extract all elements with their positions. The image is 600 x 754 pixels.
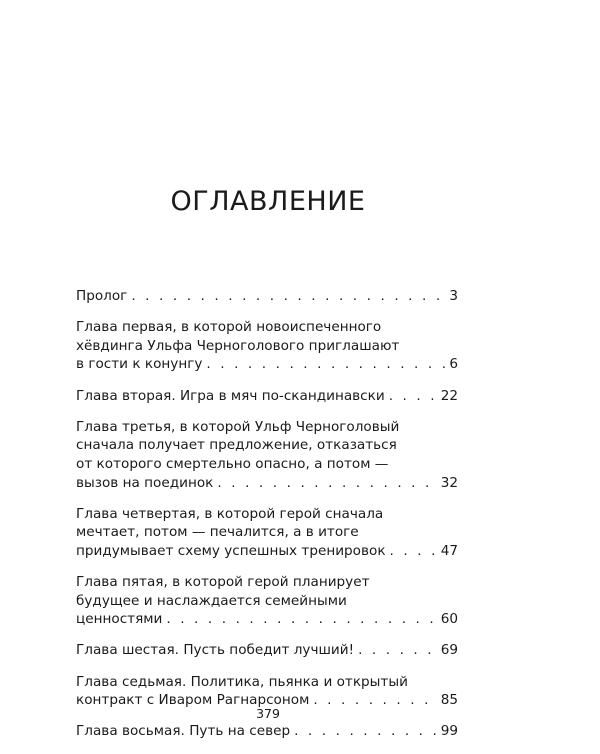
toc-page-number: 69: [440, 642, 458, 659]
toc-entry-title: вызов на поединок: [76, 474, 214, 491]
dot-leader: [166, 610, 436, 629]
dot-leader: [389, 387, 437, 406]
dot-leader: [131, 287, 445, 306]
toc-entry-title: Глава шестая. Пусть победит лучший!: [76, 642, 355, 659]
toc-page-number: 99: [440, 723, 458, 740]
toc-page-number: 60: [440, 611, 458, 628]
toc-entry-line: мечтает, потом — печалится, а в итоге: [76, 524, 359, 541]
toc-entry: [76, 722, 458, 741]
page-number: 379: [256, 706, 280, 721]
toc-entry: [76, 505, 458, 561]
toc-entry-line: Глава первая, в которой новоиспеченного: [76, 319, 382, 336]
dot-leader: [206, 355, 445, 374]
dot-leader: [217, 474, 436, 493]
table-of-contents: [76, 287, 458, 754]
toc-page-number: 3: [449, 288, 458, 304]
dot-leader: [390, 542, 437, 561]
toc-entry-line: Глава третья, в которой Ульф Черноголовый: [76, 418, 400, 435]
toc-entry: [76, 287, 458, 306]
toc-entry-title: в гости к конунгу: [76, 356, 203, 373]
dot-leader: [294, 722, 437, 741]
toc-entry: [76, 418, 458, 492]
toc-entry-line: Глава пятая, в которой герой планирует: [76, 574, 370, 591]
toc-entry-title: ценностями: [76, 611, 163, 628]
toc-page-number: 85: [440, 692, 458, 709]
toc-entry-title: Пролог: [76, 288, 128, 304]
toc-page-number: 47: [440, 542, 458, 559]
toc-entry: [76, 573, 458, 629]
toc-entry-line: будущее и наслаждается семейными: [76, 592, 347, 609]
toc-entry: [76, 673, 458, 710]
toc-entry-line: Глава четвертая, в которой герой сначала: [76, 505, 384, 522]
toc-entry: [76, 387, 458, 406]
toc-entry-title: придумывает схему успешных тренировок: [76, 542, 386, 559]
dot-leader: [358, 641, 437, 660]
toc-page-number: 32: [440, 474, 458, 491]
toc-entry-line: от которого смертельно опасно, а потом —: [76, 455, 389, 472]
toc-entry-title: Глава восьмая. Путь на север: [76, 723, 291, 740]
page-title: ОГЛАВЛЕНИЕ: [170, 186, 366, 217]
toc-entry-title: Глава вторая. Игра в мяч по-скандинавски: [76, 387, 385, 404]
toc-entry-line: хёвдинга Ульфа Черноголового приглашают: [76, 337, 400, 354]
toc-entry-line: Глава седьмая. Политика, пьянка и открытый: [76, 673, 408, 690]
toc-entry: [76, 318, 458, 374]
toc-entry: [76, 641, 458, 660]
toc-entry-line: сначала получает предложение, отказаться: [76, 437, 397, 454]
toc-page-number: 22: [440, 387, 458, 404]
toc-page-number: 6: [449, 356, 458, 373]
toc-entry-title: контракт с Иваром Рагнарсоном: [76, 692, 310, 709]
